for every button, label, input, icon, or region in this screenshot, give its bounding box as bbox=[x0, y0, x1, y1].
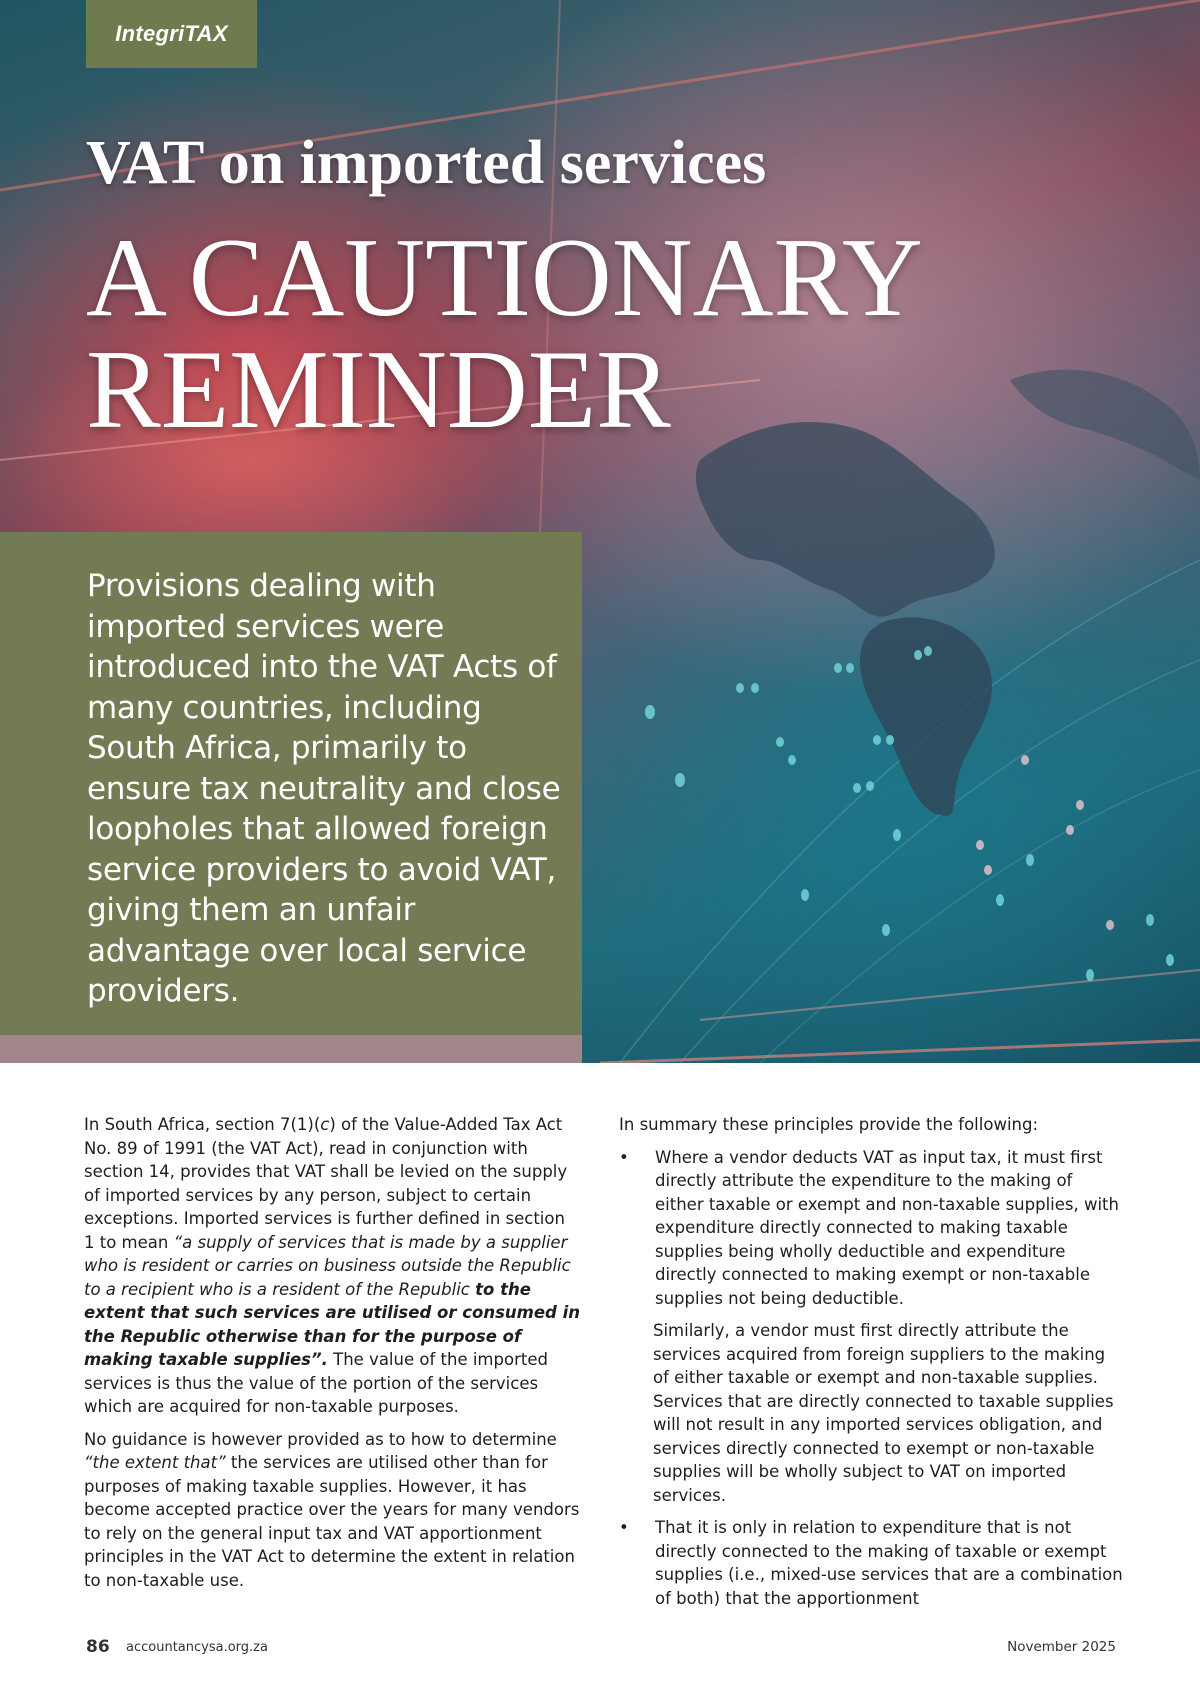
logo-text: IntegriTAX bbox=[115, 21, 228, 46]
bullet-dot-icon: • bbox=[619, 1147, 629, 1167]
p1-bold-quote: to the extent that such services are utilised or consumed in the Republic otherwise than for the purpose of making taxable supplies”. bbox=[84, 1279, 580, 1369]
lead-paragraph: Provisions dealing with imported services were introduced into the VAT Acts of many countries, including South Africa, primarily to ensure tax neutrality and close loopholes that allowed foreign service providers to avoid VAT, giving them an unfair advantage over local service providers. bbox=[87, 568, 561, 1009]
bullet-item-2 bbox=[619, 1516, 1125, 1610]
p1-text-end: The value of the imported services is thus the value of the portion of the services which are acquired for non-taxable purposes. bbox=[84, 1350, 548, 1416]
bullet-item-1 bbox=[619, 1146, 1125, 1311]
bullet-1-text: Where a vendor deducts VAT as input tax, it must first directly attribute the expenditure to the making of either taxable or exempt and non-taxable supplies, with expenditure directly connected to making taxable supplies being wholly deductible and expenditure directly connected to making exempt or non-taxable supplies not being deductible. bbox=[655, 1147, 1119, 1308]
p1-italic-c: c bbox=[320, 1115, 330, 1134]
bullet-2-text: That it is only in relation to expenditure that is not directly connected to the making of taxable or exempt supplies (i.e., mixed-use services that are a combination of both) that the apportionment bbox=[655, 1518, 1123, 1608]
p2-text-b: the services are utilised other than for purposes of making taxable supplies. However, it has become accepted practice over the years for many vendors to rely on the general input tax and VAT apportionment principles in the VAT Act to determine the extent in relation to non-taxable use. bbox=[84, 1453, 580, 1590]
lead-stripe bbox=[0, 1035, 582, 1063]
article-title bbox=[86, 216, 923, 452]
right-intro: In summary these principles provide the following: bbox=[619, 1115, 1039, 1134]
article-title-line1: A CAUTIONARY bbox=[86, 216, 923, 340]
p1-quote: “a supply of services that is made by a supplier who is resident or carries on business outside the Republic to a recipient who is a resident of the Republic bbox=[84, 1232, 571, 1299]
p2-quote: “the extent that” bbox=[84, 1453, 226, 1472]
left-paragraph-2 bbox=[84, 1428, 580, 1593]
page-footer bbox=[0, 1637, 1200, 1661]
right-column bbox=[619, 1113, 1125, 1619]
left-column bbox=[84, 1113, 580, 1601]
issue-date: November 2025 bbox=[1007, 1639, 1116, 1655]
article-subtitle: VAT on imported services bbox=[86, 129, 767, 197]
bullet-1-continuation: Similarly, a vendor must first directly attribute the services acquired from foreign suppliers to the making of either taxable or exempt and non-taxable supplies. Services that are directly connected to taxable supplies will not result in any imported services obligation, and services directly connected to exempt or non-taxable supplies will be wholly subject to VAT on imported services. bbox=[653, 1321, 1114, 1505]
p2-text-a: No guidance is however provided as to how to determine bbox=[84, 1429, 557, 1449]
p1-text-a: In South Africa, section 7(1)( bbox=[84, 1115, 321, 1134]
bullet-dot-icon: • bbox=[619, 1518, 629, 1537]
website-link: accountancysa.org.za bbox=[126, 1640, 268, 1655]
left-paragraph-1 bbox=[84, 1113, 580, 1419]
page-number: 86 bbox=[86, 1637, 110, 1657]
article-title-line2: REMINDER bbox=[86, 328, 671, 452]
integritax-logo bbox=[86, 0, 257, 68]
p1-text-b: ) of the Value-Added Tax Act No. 89 of 1991 (the VAT Act), read in conjunction with section 14, provides that VAT shall be levied on the supply of imported services by any person, subject to certain exceptions. Imported services is further defined in section 1 to mean bbox=[84, 1115, 568, 1252]
